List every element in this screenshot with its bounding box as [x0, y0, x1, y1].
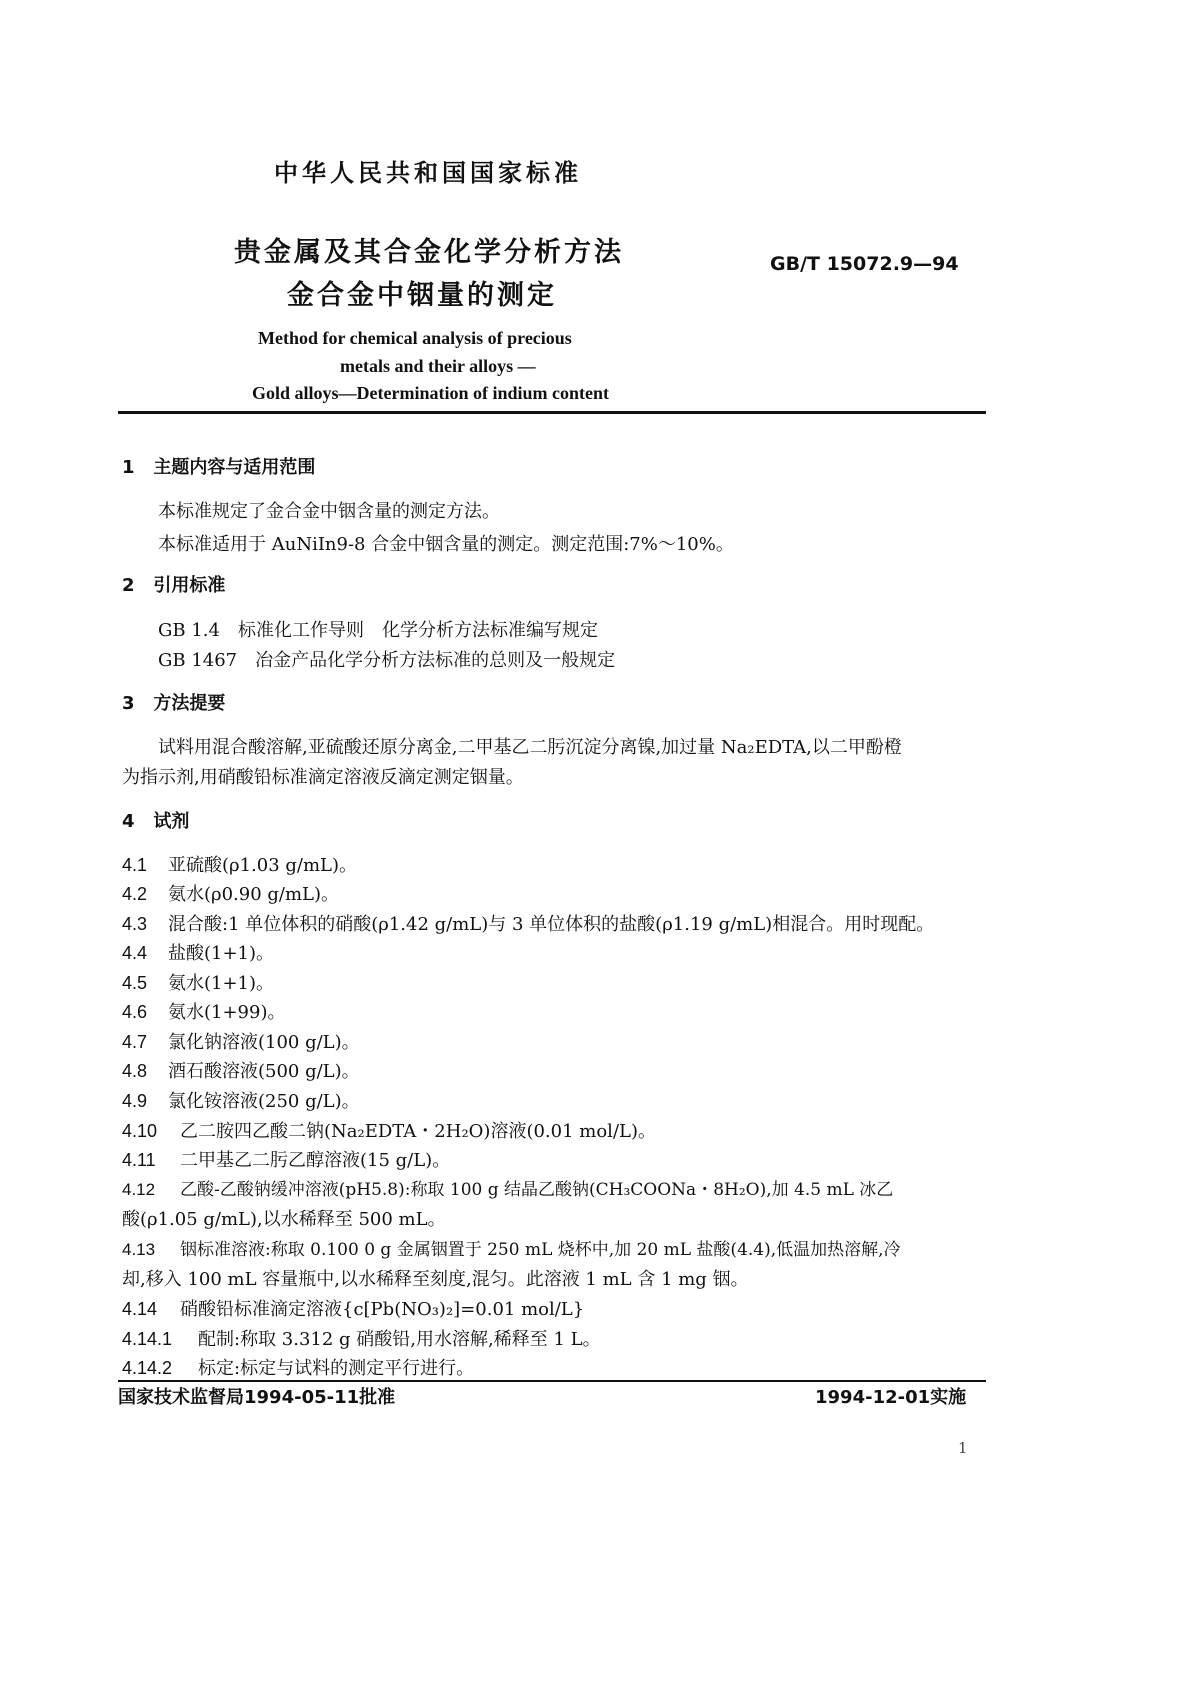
- reagent-item: [122, 1239, 901, 1261]
- paragraph: 本标准规定了金合金中铟含量的测定方法。: [158, 501, 500, 522]
- item-text: 氨水(1+1)。: [168, 973, 275, 994]
- section-title: 试剂: [153, 811, 190, 832]
- english-title-1: Method for chemical analysis of precious: [258, 328, 572, 348]
- reagent-item: [122, 972, 274, 995]
- reference-item: GB 1467 冶金产品化学分析方法标准的总则及一般规定: [158, 650, 616, 671]
- reagent-item: [122, 1001, 285, 1024]
- reagent-item: [122, 913, 934, 936]
- item-text: 配制:称取 3.312 g 硝酸铅,用水溶解,稀释至 1 L。: [198, 1329, 601, 1350]
- section-title: 引用标准: [153, 575, 226, 596]
- section-number: 1: [122, 457, 135, 478]
- paragraph: 本标准适用于 AuNiIn9-8 合金中铟含量的测定。测定范围:7%～10%。: [158, 534, 734, 555]
- item-number: 4.2: [122, 884, 148, 904]
- title-line-2: 金合金中铟量的测定: [287, 280, 557, 311]
- standard-code: GB/T 15072.9—94: [770, 253, 959, 275]
- item-number: 4.6: [122, 1002, 148, 1022]
- item-number: 4.10: [122, 1121, 158, 1141]
- approval-date: 国家技术监督局1994-05-11批准: [118, 1387, 396, 1408]
- item-number: 4.3: [122, 914, 148, 934]
- item-number: 4.14.1: [122, 1329, 173, 1349]
- reagent-item: [122, 1179, 893, 1201]
- item-number: 4.5: [122, 973, 148, 993]
- section-title: 方法提要: [153, 693, 226, 714]
- effective-date: 1994-12-01实施: [815, 1387, 967, 1408]
- reagent-item: [122, 854, 357, 877]
- item-text: 盐酸(1+1)。: [168, 943, 275, 964]
- item-text: 氯化铵溶液(250 g/L)。: [168, 1091, 360, 1112]
- item-number: 4.12: [122, 1180, 156, 1199]
- item-text: 标定:标定与试料的测定平行进行。: [198, 1358, 475, 1379]
- item-text: 混合酸:1 单位体积的硝酸(ρ1.42 g/mL)与 3 单位体积的盐酸(ρ1.19 g/mL)相混合。用时现配。: [168, 914, 935, 935]
- section-3-heading: [122, 693, 225, 715]
- reagent-item: [122, 883, 339, 906]
- item-text: 硝酸铅标准滴定溶液{c[Pb(NO₃)₂]=0.01 mol/L}: [180, 1299, 585, 1320]
- item-text: 氯化钠溶液(100 g/L)。: [168, 1032, 360, 1053]
- item-number: 4.4: [122, 943, 148, 963]
- reagent-item: [122, 1060, 360, 1083]
- english-title-2: metals and their alloys —: [340, 356, 536, 376]
- page-number: 1: [958, 1439, 968, 1457]
- reagent-item: [122, 1357, 474, 1380]
- item-number: 4.7: [122, 1032, 148, 1052]
- item-text: 氨水(ρ0.90 g/mL)。: [168, 884, 340, 905]
- reagent-item: [122, 1120, 656, 1143]
- reagent-item: [122, 1149, 450, 1172]
- reagent-item: [122, 1031, 360, 1054]
- section-number: 4: [122, 811, 135, 832]
- title-line-1: 贵金属及其合金化学分析方法: [234, 237, 624, 268]
- paragraph: 为指示剂,用硝酸铅标准滴定溶液反滴定测定铟量。: [122, 767, 524, 788]
- reference-item: GB 1.4 标准化工作导则 化学分析方法标准编写规定: [158, 620, 598, 641]
- reagent-item-continued: 酸(ρ1.05 g/mL),以水稀释至 500 mL。: [122, 1209, 446, 1230]
- reagent-item: [122, 1298, 584, 1321]
- item-text: 酒石酸溶液(500 g/L)。: [168, 1061, 360, 1082]
- reagent-item: [122, 1090, 360, 1113]
- item-text: 乙二胺四乙酸二钠(Na₂EDTA・2H₂O)溶液(0.01 mol/L)。: [180, 1121, 656, 1142]
- paragraph: 试料用混合酸溶解,亚硫酸还原分离金,二甲基乙二肟沉淀分离镍,加过量 Na₂EDTA,以二甲酚橙: [158, 737, 902, 758]
- item-text: 氨水(1+99)。: [168, 1002, 286, 1023]
- item-number: 4.14.2: [122, 1358, 173, 1378]
- reagent-item-continued: 却,移入 100 mL 容量瓶中,以水稀释至刻度,混匀。此溶液 1 mL 含 1 mg 铟。: [122, 1269, 749, 1290]
- section-2-heading: [122, 575, 225, 597]
- item-number: 4.14: [122, 1299, 158, 1319]
- item-text: 亚硫酸(ρ1.03 g/mL)。: [168, 855, 358, 876]
- item-text: 铟标准溶液:称取 0.100 0 g 金属铟置于 250 mL 烧杯中,加 20 mL 盐酸(4.4),低温加热溶解,冷: [180, 1240, 901, 1260]
- english-title-3: Gold alloys—Determination of indium content: [252, 383, 610, 403]
- reagent-item: [122, 942, 274, 965]
- reagent-item: [122, 1328, 601, 1351]
- item-number: 4.13: [122, 1240, 156, 1259]
- section-4-heading: [122, 811, 189, 833]
- section-1-heading: [122, 457, 315, 479]
- section-title: 主题内容与适用范围: [153, 457, 316, 478]
- section-number: 2: [122, 575, 135, 596]
- title-divider: [118, 411, 986, 414]
- item-number: 4.1: [122, 855, 148, 875]
- item-number: 4.9: [122, 1091, 148, 1111]
- document-header: 中华人民共和国国家标准: [274, 159, 582, 187]
- item-text: 二甲基乙二肟乙醇溶液(15 g/L)。: [180, 1150, 451, 1171]
- item-number: 4.8: [122, 1061, 148, 1081]
- footer-divider: [118, 1380, 986, 1382]
- item-number: 4.11: [122, 1150, 156, 1170]
- item-text: 乙酸-乙酸钠缓冲溶液(pH5.8):称取 100 g 结晶乙酸钠(CH₃COONa・8H₂O),加 4.5 mL 冰乙: [180, 1180, 894, 1200]
- section-number: 3: [122, 693, 135, 714]
